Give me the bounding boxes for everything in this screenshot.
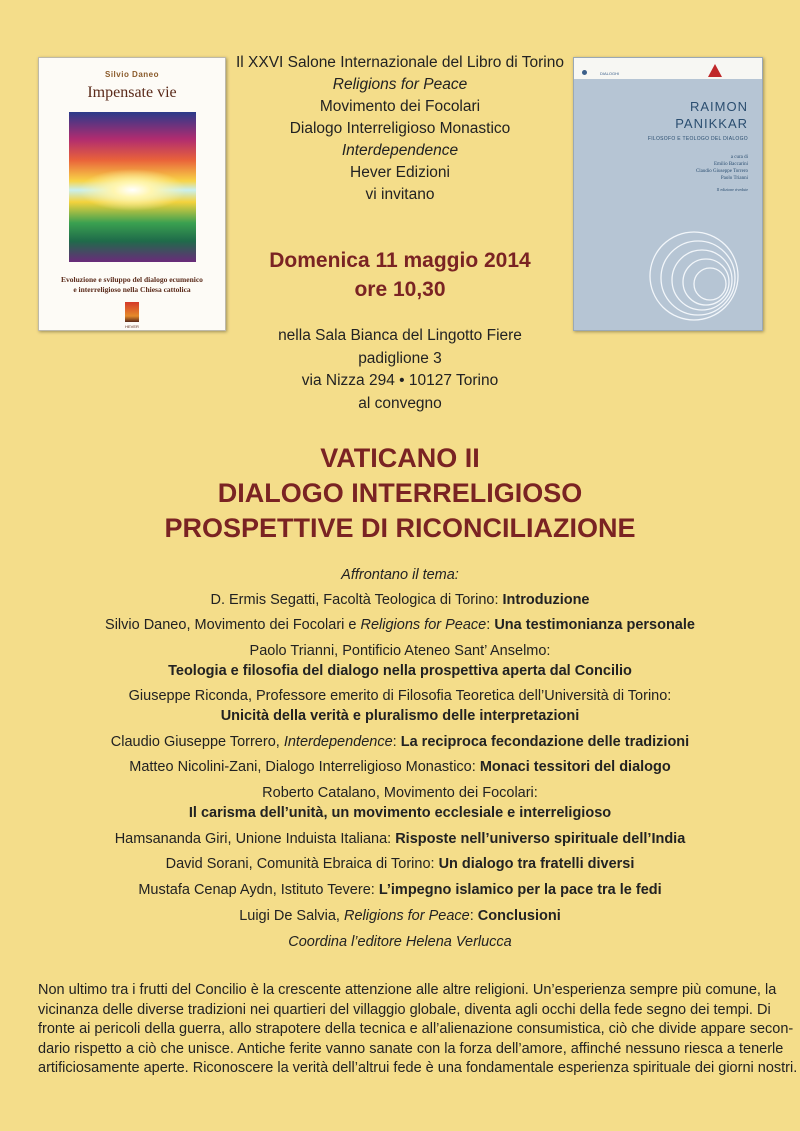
book-subtitle-line: Evoluzione e sviluppo del dialogo ecumenico: [61, 275, 203, 284]
publisher-logo-icon: [125, 302, 139, 322]
speaker-name: Mustafa Cenap Aydn, Istituto Tevere:: [138, 882, 379, 899]
book-subtitle-line: e interreligioso nella Chiesa cattolica: [73, 285, 191, 294]
talk-title: Unicità della verità e pluralismo delle interpretazioni: [220, 707, 580, 724]
speaker-name: D. Ermis Segatti, Facoltà Teologica di Torino:: [210, 591, 503, 608]
place-line: nella Sala Bianca del Lingotto Fiere: [278, 327, 522, 344]
organizer-line: Movimento dei Focolari: [319, 98, 481, 115]
speaker-name: Matteo Nicolini-Zani, Dialogo Interreligioso Monastico:: [129, 759, 480, 776]
coordinator-line: Coordina l’editore Helena Verlucca: [288, 933, 512, 950]
speaker-name: Hamsananda Giri, Unione Induista Italiana:: [114, 830, 396, 847]
paragraph-line: Non ultimo tra i frutti del Concilio è la crescente attenzione alle altre religioni. Un’esperienza sempre più comune, la: [38, 982, 777, 998]
speaker-affiliation: Interdependence: [283, 733, 393, 750]
speaker-row: [0, 830, 800, 850]
speaker-name: David Sorani, Comunità Ebraica di Torino:: [165, 856, 439, 873]
speaker-name: Luigi De Salvia,: [239, 907, 344, 924]
program-intro: Affrontano il tema:: [341, 567, 459, 583]
event-date: [160, 246, 640, 304]
speaker-row: [0, 733, 800, 753]
speaker-row: [0, 591, 800, 611]
editors-line: Emilio Baccarini: [713, 162, 748, 167]
speaker-row: [0, 881, 800, 901]
conference-title: [0, 441, 800, 546]
talk-title: Introduzione: [502, 591, 590, 608]
paragraph-line: artificiosamente aperte. Riconoscere la verità dell’altrui fede è una fondamentale esperienza spirituale dei giorni nostri.: [38, 1060, 798, 1077]
speaker-row: [0, 687, 800, 726]
speaker-row: [0, 855, 800, 875]
speaker-affiliation: Religions for Peace: [343, 907, 470, 924]
series-name: DIALOGHI: [600, 71, 620, 76]
speaker-name: Roberto Catalano, Movimento dei Focolari:: [262, 785, 538, 802]
place-line: padiglione 3: [358, 349, 442, 367]
speaker-name: Giuseppe Riconda, Professore emerito di Filosofia Teoretica dell’Università di Torino:: [128, 688, 672, 705]
publisher-name: HEVER: [125, 324, 139, 329]
event-place: [160, 325, 640, 415]
book-title: Impensate vie: [87, 84, 177, 101]
talk-title: Il carisma dell’unità, un movimento ecclesiale e interreligioso: [188, 804, 612, 821]
place-line: via Nizza 294 • 10127 Torino: [301, 372, 499, 389]
talk-title: Teologia e filosofia del dialogo nella prospettiva aperta dal Concilio: [168, 662, 632, 679]
closing-paragraph: [38, 981, 798, 1079]
speaker-name: Paolo Trianni, Pontificio Ateneo Sant’ Anselmo:: [249, 643, 551, 660]
organizer-line: Hever Edizioni: [350, 164, 450, 181]
separator: :: [392, 733, 401, 750]
title-line: VATICANO II: [320, 443, 480, 473]
title-line: DIALOGO INTERRELIGIOSO: [217, 478, 583, 508]
talk-title: Monaci tessitori del dialogo: [479, 759, 671, 776]
speaker-row: [0, 758, 800, 778]
talk-title: L’impegno islamico per la pace tra le fedi: [378, 882, 662, 899]
editors-line: Claudio Giuseppe Torrero: [695, 169, 748, 174]
talk-title: Conclusioni: [477, 907, 561, 924]
organizer-line: Il XXVI Salone Internazionale del Libro di Torino: [235, 54, 564, 71]
editors-line: a cura di: [730, 155, 748, 160]
place-line: al convegno: [358, 394, 442, 412]
event-day: Domenica 11 maggio 2014: [269, 249, 531, 272]
speaker-row: [0, 907, 800, 927]
separator: :: [469, 907, 478, 924]
speaker-row: [0, 642, 800, 681]
invitation-block: [160, 52, 640, 206]
organizer-line: Interdependence: [341, 142, 459, 159]
talk-title: Un dialogo tra fratelli diversi: [438, 856, 635, 873]
title-line: PROSPETTIVE DI RICONCILIAZIONE: [164, 513, 636, 543]
editors-line: Paolo Trianni: [720, 176, 748, 181]
invitation-line: vi invitano: [365, 186, 435, 203]
speaker-name: Claudio Giuseppe Torrero,: [110, 733, 284, 750]
separator: :: [486, 617, 495, 634]
talk-title: Risposte nell’universo spirituale dell’India: [395, 830, 686, 847]
speaker-row: [0, 784, 800, 823]
book-author-line: RAIMON: [690, 99, 748, 114]
paragraph-line: fronte ai pericoli della guerra, allo strapotere della tecnica e all’alienazione consumistica, ciò che divide appare secon-: [38, 1021, 794, 1038]
paragraph-line: dario rispetto a ciò che unisce. Antiche ferite vanno sanate con la forza dell’amore, affinché nessuno riesca a tenerle: [38, 1040, 784, 1057]
speaker-name: Silvio Daneo, Movimento dei Focolari e: [105, 617, 361, 634]
paragraph-line: vicinanza delle diverse tradizioni nei quartieri del villaggio globale, diventa agli occhi della fede segno dei tempi. Di: [38, 1001, 771, 1018]
speaker-row: [0, 616, 800, 636]
talk-title: La reciproca fecondazione delle tradizioni: [400, 733, 690, 750]
speakers-program: [0, 566, 800, 952]
speaker-affiliation: Religions for Peace: [360, 617, 487, 634]
edition-note: II edizione rivedute: [716, 187, 748, 192]
book-subtitle: FILOSOFO E TEOLOGO DEL DIALOGO: [647, 136, 748, 142]
organizer-line: Religions for Peace: [332, 76, 468, 93]
talk-title: Una testimonianza personale: [494, 617, 695, 634]
event-time: ore 10,30: [354, 278, 446, 301]
book-author-line: PANIKKAR: [675, 116, 748, 131]
organizer-line: Dialogo Interreligioso Monastico: [289, 120, 511, 137]
book-author: Silvio Daneo: [104, 70, 159, 79]
